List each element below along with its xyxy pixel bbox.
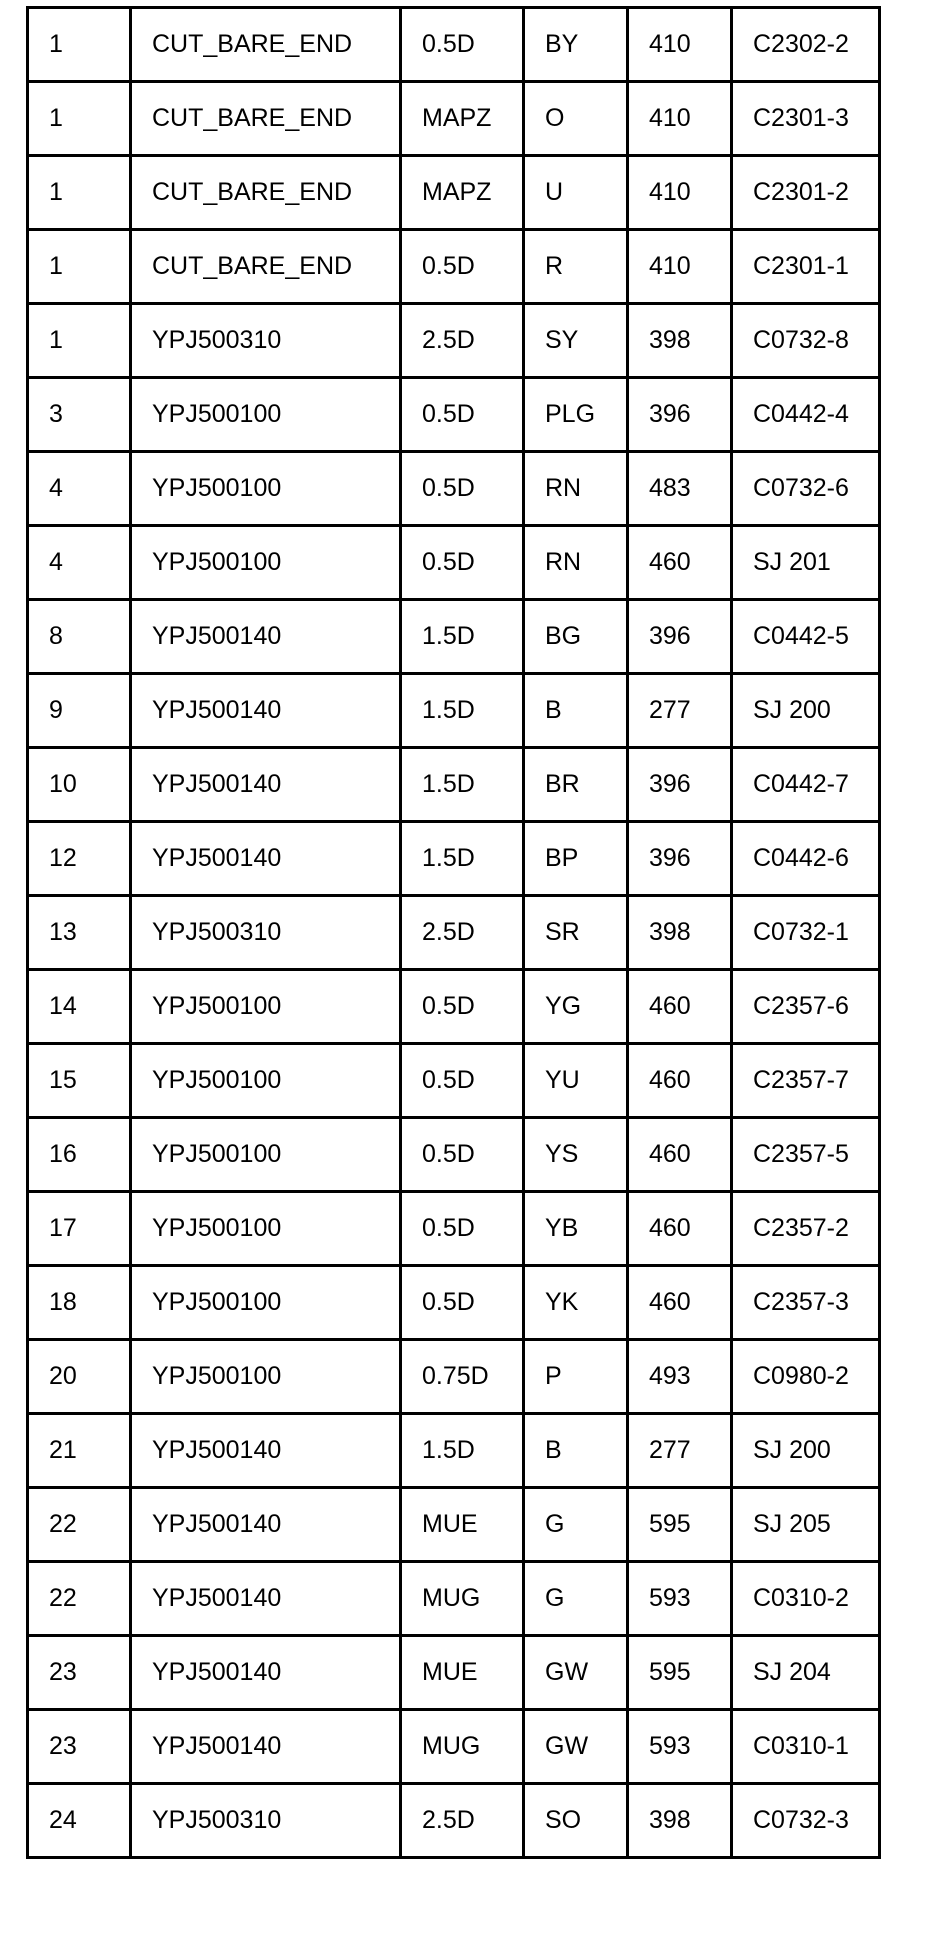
- connector-ref-cell: C0732-8: [732, 304, 880, 378]
- size-cell: MUE: [401, 1636, 524, 1710]
- length-cell: 483: [628, 452, 732, 526]
- part-name-cell: YPJ500100: [131, 526, 401, 600]
- color-code-cell: RN: [524, 452, 628, 526]
- size-cell: 1.5D: [401, 600, 524, 674]
- color-code-cell: YB: [524, 1192, 628, 1266]
- table-body: [28, 8, 880, 1858]
- part-name-cell: YPJ500140: [131, 1488, 401, 1562]
- length-cell: 460: [628, 526, 732, 600]
- part-name-cell: YPJ500100: [131, 1266, 401, 1340]
- connector-ref-cell: C0442-6: [732, 822, 880, 896]
- color-code-cell: GW: [524, 1636, 628, 1710]
- connector-ref-cell: C2301-2: [732, 156, 880, 230]
- connector-ref-cell: C2301-3: [732, 82, 880, 156]
- part-name-cell: YPJ500100: [131, 1118, 401, 1192]
- color-code-cell: GW: [524, 1710, 628, 1784]
- part-name-cell: YPJ500140: [131, 1710, 401, 1784]
- size-cell: 0.5D: [401, 1118, 524, 1192]
- row-number-cell: 1: [28, 230, 131, 304]
- color-code-cell: O: [524, 82, 628, 156]
- connector-ref-cell: C2301-1: [732, 230, 880, 304]
- row-number-cell: 23: [28, 1710, 131, 1784]
- part-name-cell: YPJ500140: [131, 1562, 401, 1636]
- connector-ref-cell: C0310-1: [732, 1710, 880, 1784]
- connector-ref-cell: SJ 200: [732, 1414, 880, 1488]
- color-code-cell: SO: [524, 1784, 628, 1858]
- part-name-cell: YPJ500100: [131, 452, 401, 526]
- connector-ref-cell: C2357-5: [732, 1118, 880, 1192]
- length-cell: 398: [628, 896, 732, 970]
- row-number-cell: 24: [28, 1784, 131, 1858]
- connector-ref-cell: SJ 200: [732, 674, 880, 748]
- table-row: [28, 230, 880, 304]
- length-cell: 460: [628, 1044, 732, 1118]
- table-row: [28, 156, 880, 230]
- part-name-cell: YPJ500140: [131, 1414, 401, 1488]
- part-name-cell: YPJ500140: [131, 1636, 401, 1710]
- connector-ref-cell: SJ 204: [732, 1636, 880, 1710]
- size-cell: 1.5D: [401, 822, 524, 896]
- color-code-cell: R: [524, 230, 628, 304]
- connector-ref-cell: C0442-7: [732, 748, 880, 822]
- length-cell: 396: [628, 748, 732, 822]
- length-cell: 396: [628, 378, 732, 452]
- color-code-cell: BR: [524, 748, 628, 822]
- length-cell: 410: [628, 230, 732, 304]
- table-row: [28, 82, 880, 156]
- length-cell: 396: [628, 600, 732, 674]
- table-row: [28, 1488, 880, 1562]
- size-cell: 0.5D: [401, 1266, 524, 1340]
- table-row: [28, 896, 880, 970]
- table-row: [28, 378, 880, 452]
- table-row: [28, 1414, 880, 1488]
- row-number-cell: 17: [28, 1192, 131, 1266]
- connector-ref-cell: C0442-4: [732, 378, 880, 452]
- connector-ref-cell: C0980-2: [732, 1340, 880, 1414]
- row-number-cell: 22: [28, 1562, 131, 1636]
- table-row: [28, 822, 880, 896]
- length-cell: 460: [628, 1118, 732, 1192]
- color-code-cell: SR: [524, 896, 628, 970]
- table-row: [28, 748, 880, 822]
- table-row: [28, 600, 880, 674]
- size-cell: 0.5D: [401, 970, 524, 1044]
- row-number-cell: 23: [28, 1636, 131, 1710]
- part-name-cell: CUT_BARE_END: [131, 82, 401, 156]
- wire-list-table: [26, 6, 881, 1859]
- part-name-cell: YPJ500100: [131, 1192, 401, 1266]
- connector-ref-cell: C0732-6: [732, 452, 880, 526]
- length-cell: 410: [628, 156, 732, 230]
- row-number-cell: 12: [28, 822, 131, 896]
- size-cell: 0.5D: [401, 526, 524, 600]
- size-cell: 0.5D: [401, 452, 524, 526]
- part-name-cell: YPJ500140: [131, 600, 401, 674]
- color-code-cell: G: [524, 1562, 628, 1636]
- color-code-cell: RN: [524, 526, 628, 600]
- table-row: [28, 1562, 880, 1636]
- part-name-cell: YPJ500140: [131, 674, 401, 748]
- size-cell: 1.5D: [401, 674, 524, 748]
- table-row: [28, 526, 880, 600]
- part-name-cell: YPJ500310: [131, 304, 401, 378]
- size-cell: 0.5D: [401, 230, 524, 304]
- length-cell: 277: [628, 674, 732, 748]
- part-name-cell: CUT_BARE_END: [131, 156, 401, 230]
- size-cell: MUE: [401, 1488, 524, 1562]
- size-cell: 0.5D: [401, 1192, 524, 1266]
- size-cell: 2.5D: [401, 896, 524, 970]
- part-name-cell: YPJ500100: [131, 1044, 401, 1118]
- connector-ref-cell: C2357-7: [732, 1044, 880, 1118]
- row-number-cell: 21: [28, 1414, 131, 1488]
- connector-ref-cell: SJ 201: [732, 526, 880, 600]
- length-cell: 398: [628, 304, 732, 378]
- table-row: [28, 1192, 880, 1266]
- part-name-cell: CUT_BARE_END: [131, 230, 401, 304]
- size-cell: 1.5D: [401, 1414, 524, 1488]
- table-row: [28, 1266, 880, 1340]
- color-code-cell: BG: [524, 600, 628, 674]
- color-code-cell: B: [524, 674, 628, 748]
- size-cell: MAPZ: [401, 156, 524, 230]
- part-name-cell: YPJ500310: [131, 1784, 401, 1858]
- size-cell: 2.5D: [401, 1784, 524, 1858]
- row-number-cell: 1: [28, 156, 131, 230]
- color-code-cell: YK: [524, 1266, 628, 1340]
- row-number-cell: 8: [28, 600, 131, 674]
- table-row: [28, 970, 880, 1044]
- connector-ref-cell: SJ 205: [732, 1488, 880, 1562]
- color-code-cell: P: [524, 1340, 628, 1414]
- length-cell: 410: [628, 82, 732, 156]
- size-cell: 2.5D: [401, 304, 524, 378]
- row-number-cell: 1: [28, 82, 131, 156]
- table-row: [28, 304, 880, 378]
- table-row: [28, 1340, 880, 1414]
- length-cell: 460: [628, 1266, 732, 1340]
- length-cell: 493: [628, 1340, 732, 1414]
- color-code-cell: YS: [524, 1118, 628, 1192]
- connector-ref-cell: C0732-3: [732, 1784, 880, 1858]
- color-code-cell: U: [524, 156, 628, 230]
- connector-ref-cell: C2357-3: [732, 1266, 880, 1340]
- row-number-cell: 4: [28, 526, 131, 600]
- part-name-cell: YPJ500310: [131, 896, 401, 970]
- connector-ref-cell: C0442-5: [732, 600, 880, 674]
- connector-ref-cell: C0732-1: [732, 896, 880, 970]
- size-cell: 0.75D: [401, 1340, 524, 1414]
- color-code-cell: G: [524, 1488, 628, 1562]
- part-name-cell: YPJ500140: [131, 748, 401, 822]
- table-row: [28, 1784, 880, 1858]
- connector-ref-cell: C0310-2: [732, 1562, 880, 1636]
- color-code-cell: SY: [524, 304, 628, 378]
- length-cell: 595: [628, 1488, 732, 1562]
- length-cell: 460: [628, 1192, 732, 1266]
- connector-ref-cell: C2357-2: [732, 1192, 880, 1266]
- connector-ref-cell: C2357-6: [732, 970, 880, 1044]
- table-row: [28, 1118, 880, 1192]
- size-cell: MUG: [401, 1562, 524, 1636]
- row-number-cell: 14: [28, 970, 131, 1044]
- size-cell: 0.5D: [401, 8, 524, 82]
- row-number-cell: 18: [28, 1266, 131, 1340]
- part-name-cell: YPJ500140: [131, 822, 401, 896]
- row-number-cell: 1: [28, 8, 131, 82]
- length-cell: 398: [628, 1784, 732, 1858]
- length-cell: 410: [628, 8, 732, 82]
- part-name-cell: CUT_BARE_END: [131, 8, 401, 82]
- color-code-cell: YU: [524, 1044, 628, 1118]
- row-number-cell: 1: [28, 304, 131, 378]
- row-number-cell: 10: [28, 748, 131, 822]
- color-code-cell: B: [524, 1414, 628, 1488]
- row-number-cell: 9: [28, 674, 131, 748]
- table-row: [28, 8, 880, 82]
- length-cell: 396: [628, 822, 732, 896]
- length-cell: 595: [628, 1636, 732, 1710]
- size-cell: 0.5D: [401, 1044, 524, 1118]
- color-code-cell: YG: [524, 970, 628, 1044]
- row-number-cell: 3: [28, 378, 131, 452]
- color-code-cell: BY: [524, 8, 628, 82]
- table-row: [28, 1636, 880, 1710]
- length-cell: 593: [628, 1710, 732, 1784]
- row-number-cell: 4: [28, 452, 131, 526]
- row-number-cell: 16: [28, 1118, 131, 1192]
- length-cell: 593: [628, 1562, 732, 1636]
- table-row: [28, 452, 880, 526]
- table-row: [28, 1710, 880, 1784]
- size-cell: MAPZ: [401, 82, 524, 156]
- row-number-cell: 13: [28, 896, 131, 970]
- color-code-cell: PLG: [524, 378, 628, 452]
- row-number-cell: 20: [28, 1340, 131, 1414]
- size-cell: 1.5D: [401, 748, 524, 822]
- row-number-cell: 15: [28, 1044, 131, 1118]
- table-row: [28, 674, 880, 748]
- length-cell: 460: [628, 970, 732, 1044]
- size-cell: MUG: [401, 1710, 524, 1784]
- length-cell: 277: [628, 1414, 732, 1488]
- part-name-cell: YPJ500100: [131, 970, 401, 1044]
- part-name-cell: YPJ500100: [131, 378, 401, 452]
- table-row: [28, 1044, 880, 1118]
- size-cell: 0.5D: [401, 378, 524, 452]
- connector-ref-cell: C2302-2: [732, 8, 880, 82]
- part-name-cell: YPJ500100: [131, 1340, 401, 1414]
- row-number-cell: 22: [28, 1488, 131, 1562]
- color-code-cell: BP: [524, 822, 628, 896]
